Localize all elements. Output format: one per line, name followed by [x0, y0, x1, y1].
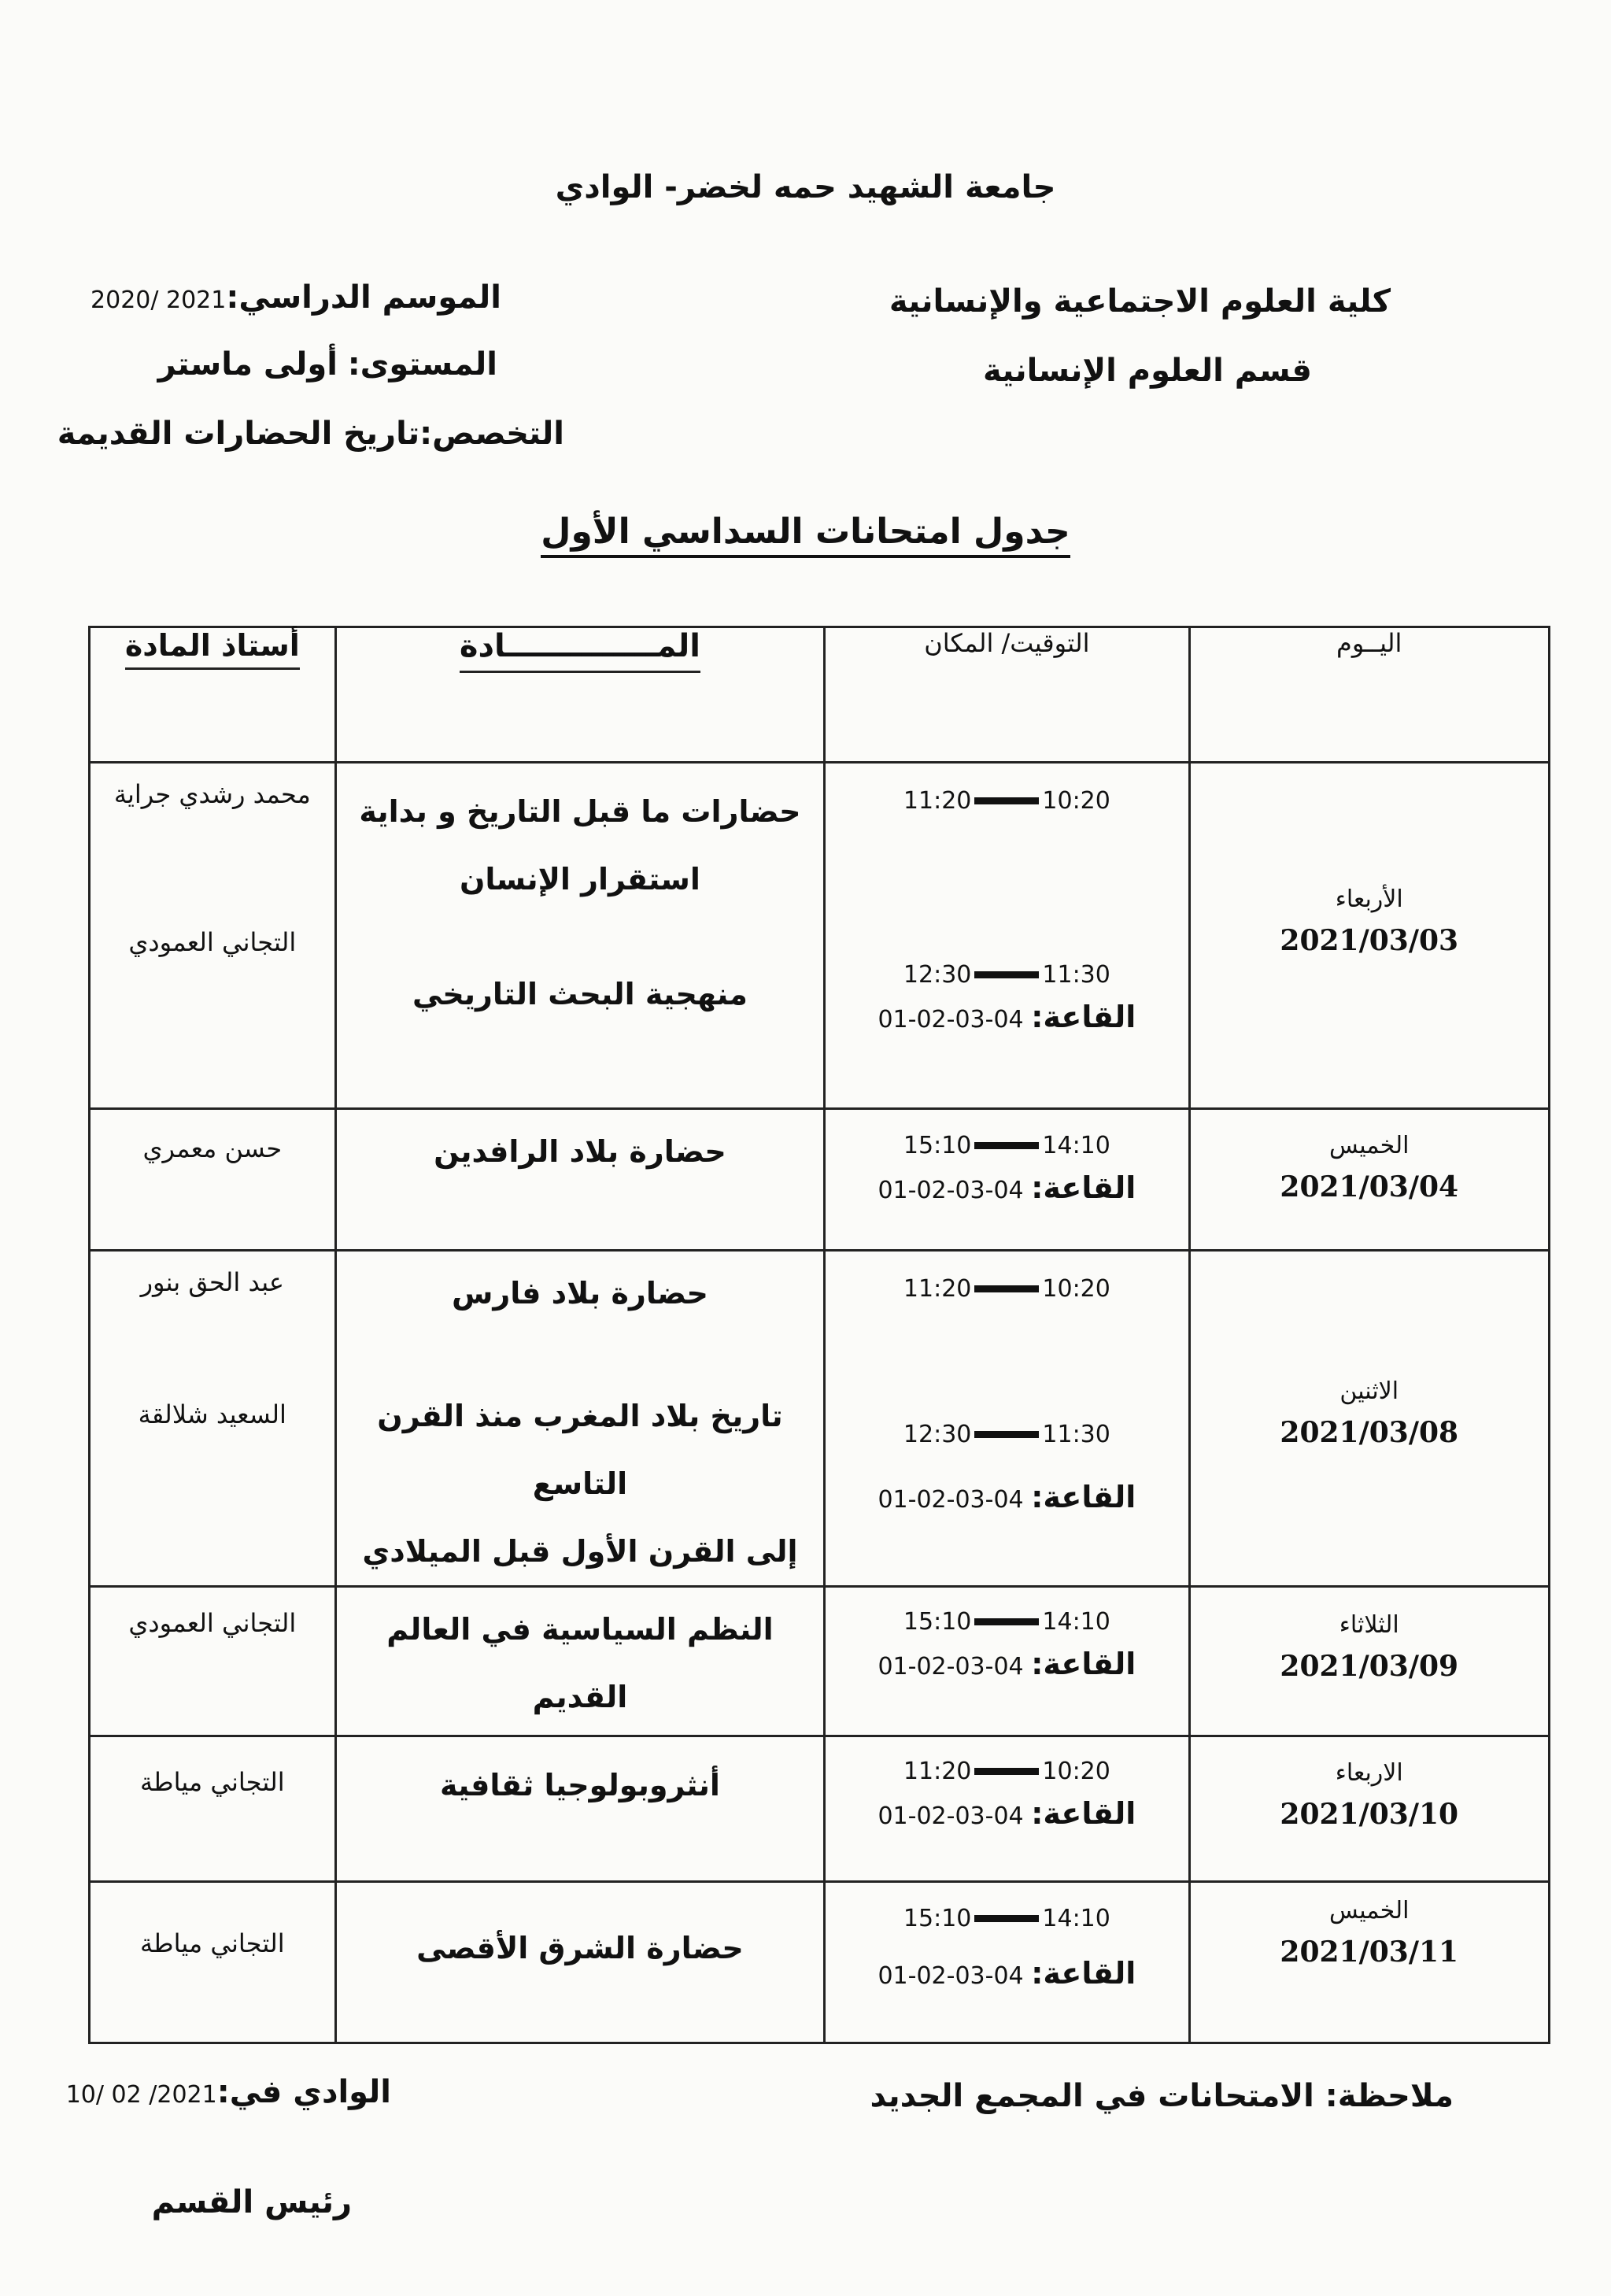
subject-line: النظم السياسية في العالم القديم	[386, 1612, 774, 1714]
time-end: 12:30	[903, 1421, 972, 1448]
dash-separator	[974, 1768, 1039, 1775]
table-row	[90, 1882, 1550, 2043]
faculty-name: كلية العلوم الاجتماعية والإنسانية	[889, 283, 1391, 320]
level-value: أولى ماستر	[157, 346, 338, 383]
table-row	[90, 763, 1550, 1109]
professor-name: التجاني العمودي	[128, 1608, 297, 1638]
subject-line: أنثروبولوجيا ثقافية	[439, 1768, 720, 1802]
professor-name: التجاني العمودي	[128, 927, 297, 957]
time-end: 15:10	[903, 1608, 972, 1636]
day-cell	[1189, 1882, 1550, 2043]
time-range	[826, 1905, 1188, 1932]
dash-separator	[974, 797, 1039, 804]
subject-line: استقرار الإنسان	[459, 862, 700, 897]
season-label: الموسم الدراسي:	[226, 279, 501, 316]
spec-label: التخصص:	[419, 416, 564, 452]
subject-cell	[335, 763, 825, 1109]
dash-separator	[974, 1618, 1039, 1625]
place-date	[66, 2074, 391, 2110]
room-label: القاعة:	[1031, 1796, 1136, 1831]
professor-cell	[90, 1882, 336, 2043]
time-start: 10:20	[1042, 787, 1110, 815]
room-info	[826, 1170, 1188, 1205]
level-label: المستوى:	[347, 346, 497, 383]
time-end: 11:20	[903, 787, 972, 815]
room-label: القاعة:	[1031, 1000, 1136, 1034]
room-info	[826, 1000, 1188, 1034]
time-range	[826, 961, 1188, 989]
time-place-cell	[825, 1736, 1189, 1882]
col-header-subject-text: المــــــــــــــادة	[460, 628, 700, 673]
day-name: الخميس	[1329, 1897, 1410, 1924]
department-name: قسم العلوم الإنسانية	[983, 353, 1312, 389]
room-value: 01-02-03-04	[878, 1177, 1024, 1204]
time-place-cell	[825, 1251, 1189, 1587]
dash-separator	[974, 1285, 1039, 1292]
table-header-row	[90, 627, 1550, 763]
exam-schedule-table	[88, 626, 1550, 2044]
col-header-time-place: التوقيت/ المكان	[825, 627, 1189, 763]
time-end: 11:20	[903, 1275, 972, 1303]
time-range	[826, 1275, 1188, 1303]
exam-date: 2021/03/11	[1280, 1936, 1459, 1969]
professor-cell	[90, 763, 336, 1109]
room-value: 01-02-03-04	[878, 1802, 1024, 1830]
dash-separator	[974, 1915, 1039, 1922]
time-end: 12:30	[903, 961, 972, 989]
day-name: الاربعاء	[1335, 1759, 1403, 1787]
col-header-day: اليــوم	[1189, 627, 1550, 763]
specialty	[57, 416, 564, 452]
day-cell	[1189, 763, 1550, 1109]
university-name: جامعة الشهيد حمه لخضر- الوادي	[555, 169, 1056, 205]
room-value: 01-02-03-04	[878, 1962, 1024, 1990]
time-range	[826, 787, 1188, 815]
day-name: الخميس	[1329, 1132, 1410, 1159]
day-cell	[1189, 1587, 1550, 1736]
schedule-title-text: جدول امتحانات السداسي الأول	[541, 512, 1070, 558]
professor-name: عبد الحق بنور	[140, 1267, 285, 1297]
col-header-subject	[335, 627, 825, 763]
room-value: 01-02-03-04	[878, 1653, 1024, 1680]
time-range	[826, 1608, 1188, 1636]
department-head-signature-label: رئيس القسم	[151, 2184, 352, 2220]
time-range	[826, 1132, 1188, 1159]
day-name: الثلاثاء	[1339, 1611, 1399, 1639]
day-name: الأربعاء	[1335, 885, 1403, 913]
room-value: 01-02-03-04	[878, 1486, 1024, 1514]
subject-line: حضارات ما قبل التاريخ و بداية	[359, 794, 801, 829]
time-range	[826, 1758, 1188, 1785]
professor-cell	[90, 1251, 336, 1587]
room-label: القاعة:	[1031, 1480, 1136, 1514]
footer-note: ملاحظة: الامتحانات في المجمع الجديد	[870, 2078, 1454, 2114]
table-row	[90, 1736, 1550, 1882]
room-info	[826, 1796, 1188, 1831]
time-end: 11:20	[903, 1758, 972, 1785]
subject-cell	[335, 1736, 825, 1882]
room-info	[826, 1647, 1188, 1681]
professor-name: التجاني مياطة	[139, 1928, 285, 1958]
subject-cell	[335, 1882, 825, 2043]
subject-line: تاريخ بلاد المغرب منذ القرن التاسع	[377, 1399, 783, 1501]
professor-cell	[90, 1587, 336, 1736]
time-place-cell	[825, 1109, 1189, 1251]
professor-cell	[90, 1109, 336, 1251]
professor-name: حسن معمري	[142, 1133, 283, 1163]
room-label: القاعة:	[1031, 1956, 1136, 1991]
exam-date: 2021/03/10	[1280, 1798, 1459, 1831]
time-place-cell	[825, 1587, 1189, 1736]
exam-date: 2021/03/09	[1280, 1650, 1459, 1683]
professor-name: محمد رشدي جراية	[113, 779, 311, 809]
spec-value: تاريخ الحضارات القديمة	[57, 416, 420, 452]
subject-cell	[335, 1109, 825, 1251]
subject-line: حضارة الشرق الأقصى	[416, 1931, 744, 1965]
time-end: 15:10	[903, 1132, 972, 1159]
place-date-value: 10/ 02 /2021	[65, 2081, 217, 2109]
subject-line: إلى القرن الأول قبل الميلادي	[362, 1534, 798, 1569]
time-start: 11:30	[1042, 1421, 1110, 1448]
col-header-professor	[90, 627, 336, 763]
exam-date: 2021/03/03	[1280, 924, 1459, 957]
season-value: 2020/ 2021	[91, 287, 227, 314]
place-label: الوادي في:	[216, 2074, 391, 2110]
academic-level	[158, 346, 497, 383]
subject-cell	[335, 1251, 825, 1587]
day-cell	[1189, 1736, 1550, 1882]
room-info	[826, 1956, 1188, 1991]
time-start: 11:30	[1042, 961, 1110, 989]
subject-line: منهجية البحث التاريخي	[412, 977, 748, 1011]
time-place-cell	[825, 1882, 1189, 2043]
time-start: 14:10	[1042, 1132, 1110, 1159]
academic-season	[91, 279, 501, 316]
time-range	[826, 1421, 1188, 1448]
time-start: 14:10	[1042, 1905, 1110, 1932]
dash-separator	[974, 1142, 1039, 1149]
room-value: 01-02-03-04	[878, 1006, 1024, 1033]
room-info	[826, 1480, 1188, 1514]
dash-separator	[974, 1431, 1039, 1438]
professor-cell	[90, 1736, 336, 1882]
dash-separator	[974, 971, 1039, 978]
exam-date: 2021/03/04	[1280, 1170, 1459, 1203]
subject-line: حضارة بلاد فارس	[451, 1276, 708, 1311]
exam-date: 2021/03/08	[1280, 1416, 1459, 1449]
time-start: 10:20	[1042, 1275, 1110, 1303]
time-end: 15:10	[903, 1905, 972, 1932]
professor-name: التجاني مياطة	[139, 1767, 285, 1797]
table-row	[90, 1251, 1550, 1587]
room-label: القاعة:	[1031, 1170, 1136, 1205]
time-start: 14:10	[1042, 1608, 1110, 1636]
professor-name: السعيد شلالقة	[138, 1399, 286, 1429]
table-row	[90, 1587, 1550, 1736]
schedule-title	[0, 512, 1611, 552]
day-name: الاثنين	[1339, 1377, 1399, 1405]
subject-line: حضارة بلاد الرافدين	[434, 1134, 726, 1169]
room-label: القاعة:	[1031, 1647, 1136, 1681]
day-cell	[1189, 1251, 1550, 1587]
table-row	[90, 1109, 1550, 1251]
day-cell	[1189, 1109, 1550, 1251]
subject-cell	[335, 1587, 825, 1736]
col-header-professor-text: أستاذ المادة	[125, 628, 300, 670]
time-place-cell	[825, 763, 1189, 1109]
time-start: 10:20	[1042, 1758, 1110, 1785]
